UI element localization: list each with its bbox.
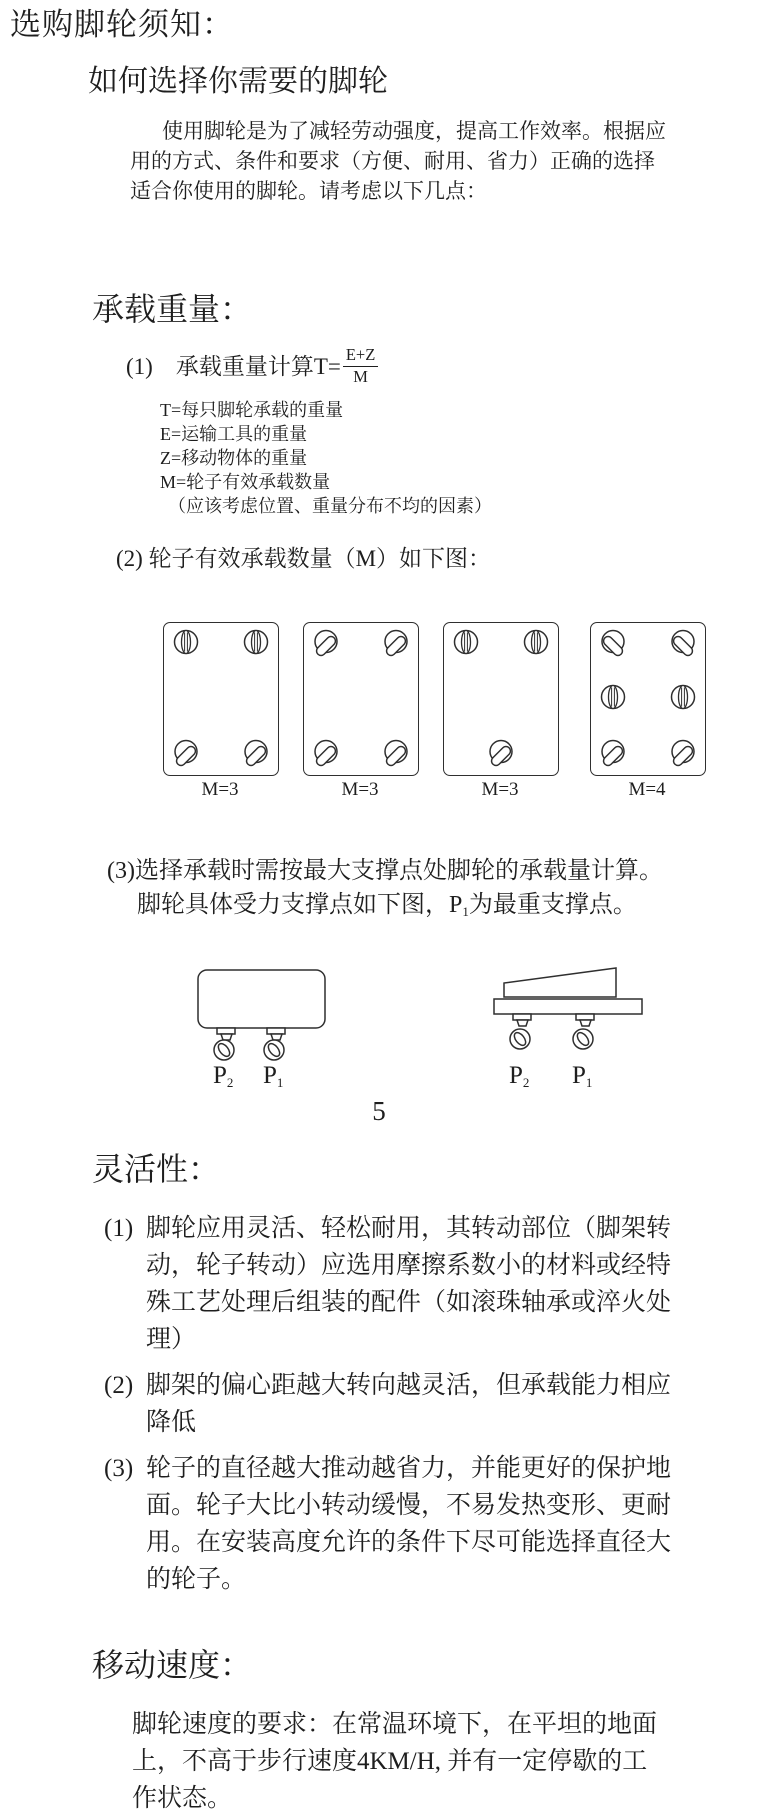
section-heading-how-to-choose: 如何选择你需要的脚轮 [88,65,388,98]
swivel-wheel-icon [168,736,204,772]
swivel-wheel-icon [378,626,414,662]
list-item [104,1367,704,1441]
list-item-number: (2) [104,1372,134,1399]
plate-diagram-3 [443,622,557,807]
plate-m-label: M=4 [628,779,666,800]
plate-m-label: M=3 [481,779,519,800]
intro-paragraph: 使用脚轮是为了减轻劳动强度，提高工作效率。根据应用的方式、条件和要求（方便、耐用、省力）正确的选择适合你使用的脚轮。请考虑以下几点： [130,119,666,203]
swivel-wheel-icon [595,626,631,662]
fixed-wheel-icon [665,681,701,717]
list-item [104,1450,704,1598]
formula-fraction [343,346,378,387]
definition-E: E=运输工具的重量 [160,424,308,444]
load-formula [126,346,378,387]
definition-note: （应该考虑位置、重量分布不均的因素） [168,496,492,516]
wheel-layout-diagrams [0,622,758,807]
support-point-label: $P_2$ [213,1062,234,1090]
platform [494,999,642,1014]
load-item3-line1: (3)选择承载时需按最大支撑点处脚轮的承载量计算。 [107,858,663,884]
list-item-text: 脚轮应用灵活、轻松耐用，其转动部位（脚架转动，轮子转动）应选用摩擦系数小的材料或经特殊工艺处理后组装的配件（如滚珠轴承或淬火处理） [146,1215,672,1353]
plate-diagram-1 [163,622,277,807]
fraction-denominator: M [353,366,368,386]
section-heading-load-weight: 承载重量： [92,291,253,327]
document-title: 选购脚轮须知： [10,7,234,42]
support-point-label: $P_1$ [263,1062,284,1090]
formula-definitions [160,398,492,518]
support-point-diagrams [0,964,758,1104]
plate-diagram-4 [590,622,704,807]
support-point-label: $P_2$ [509,1062,530,1090]
fixed-wheel-icon [448,626,484,662]
plate-outline [590,622,706,776]
swivel-wheel-icon [665,626,701,662]
load-item2-heading: (2) 轮子有效承载数量（M）如下图： [116,546,492,571]
list-item [104,1210,704,1358]
fixed-wheel-icon [595,681,631,717]
caster-icon [264,1028,285,1060]
cart-body [198,970,325,1028]
flexibility-list [104,1210,704,1607]
definition-M: M=轮子有效承载数量 [160,472,331,492]
fixed-wheel-icon [238,626,274,662]
swivel-wheel-icon [378,736,414,772]
section-heading-flexibility: 灵活性： [92,1151,221,1187]
swivel-wheel-icon [595,736,631,772]
plate-diagram-2 [303,622,417,807]
formula-prefix: (1) 承载重量计算T= [126,353,341,379]
plate-m-label: M=3 [341,779,379,800]
load-item3 [107,854,663,929]
support-point-label: $P_1$ [572,1062,593,1090]
list-item-text: 轮子的直径越大推动越省力，并能更好的保护地面。轮子大比小转动缓慢，不易发热变形、更耐用。在安装高度允许的条件下尽可能选择直径大的轮子。 [146,1455,672,1593]
plate-outline [163,622,279,776]
caster-icon [214,1028,235,1060]
load-item3-line2: 脚轮具体受力支撑点如下图，$P_1$为最重支撑点。 [137,892,637,919]
swivel-wheel-icon [238,736,274,772]
fixed-wheel-icon [518,626,554,662]
list-item-number: (3) [104,1455,134,1482]
speed-paragraph: 脚轮速度的要求：在常温环境下，在平坦的地面上，不高于步行速度4KM/H, 并有一定停歇的工作状态。 [132,1711,658,1812]
p1-subscript: 1 [462,904,469,919]
list-item-number: (1) [104,1215,134,1242]
swivel-wheel-icon [308,736,344,772]
cart-side-view-flat [190,964,340,1064]
section-heading-speed: 移动速度： [92,1647,253,1683]
fraction-numerator: E+Z [343,346,378,367]
swivel-wheel-icon [665,736,701,772]
fixed-wheel-icon [168,626,204,662]
list-item-text: 脚架的偏心距越大转向越灵活，但承载能力相应降低 [146,1372,672,1436]
definition-Z: Z=移动物体的重量 [160,448,308,468]
plate-m-label: M=3 [201,779,239,800]
swivel-wheel-icon [483,736,519,772]
definition-T: T=每只脚轮承载的重量 [160,400,344,420]
plate-outline [303,622,419,776]
caster-icon [573,1014,594,1049]
swivel-wheel-icon [308,626,344,662]
load-wedge [504,968,616,997]
plate-outline [443,622,559,776]
cart-side-view-wedge [486,964,654,1064]
caster-icon [510,1014,531,1049]
page-number: 5 [372,1096,386,1126]
